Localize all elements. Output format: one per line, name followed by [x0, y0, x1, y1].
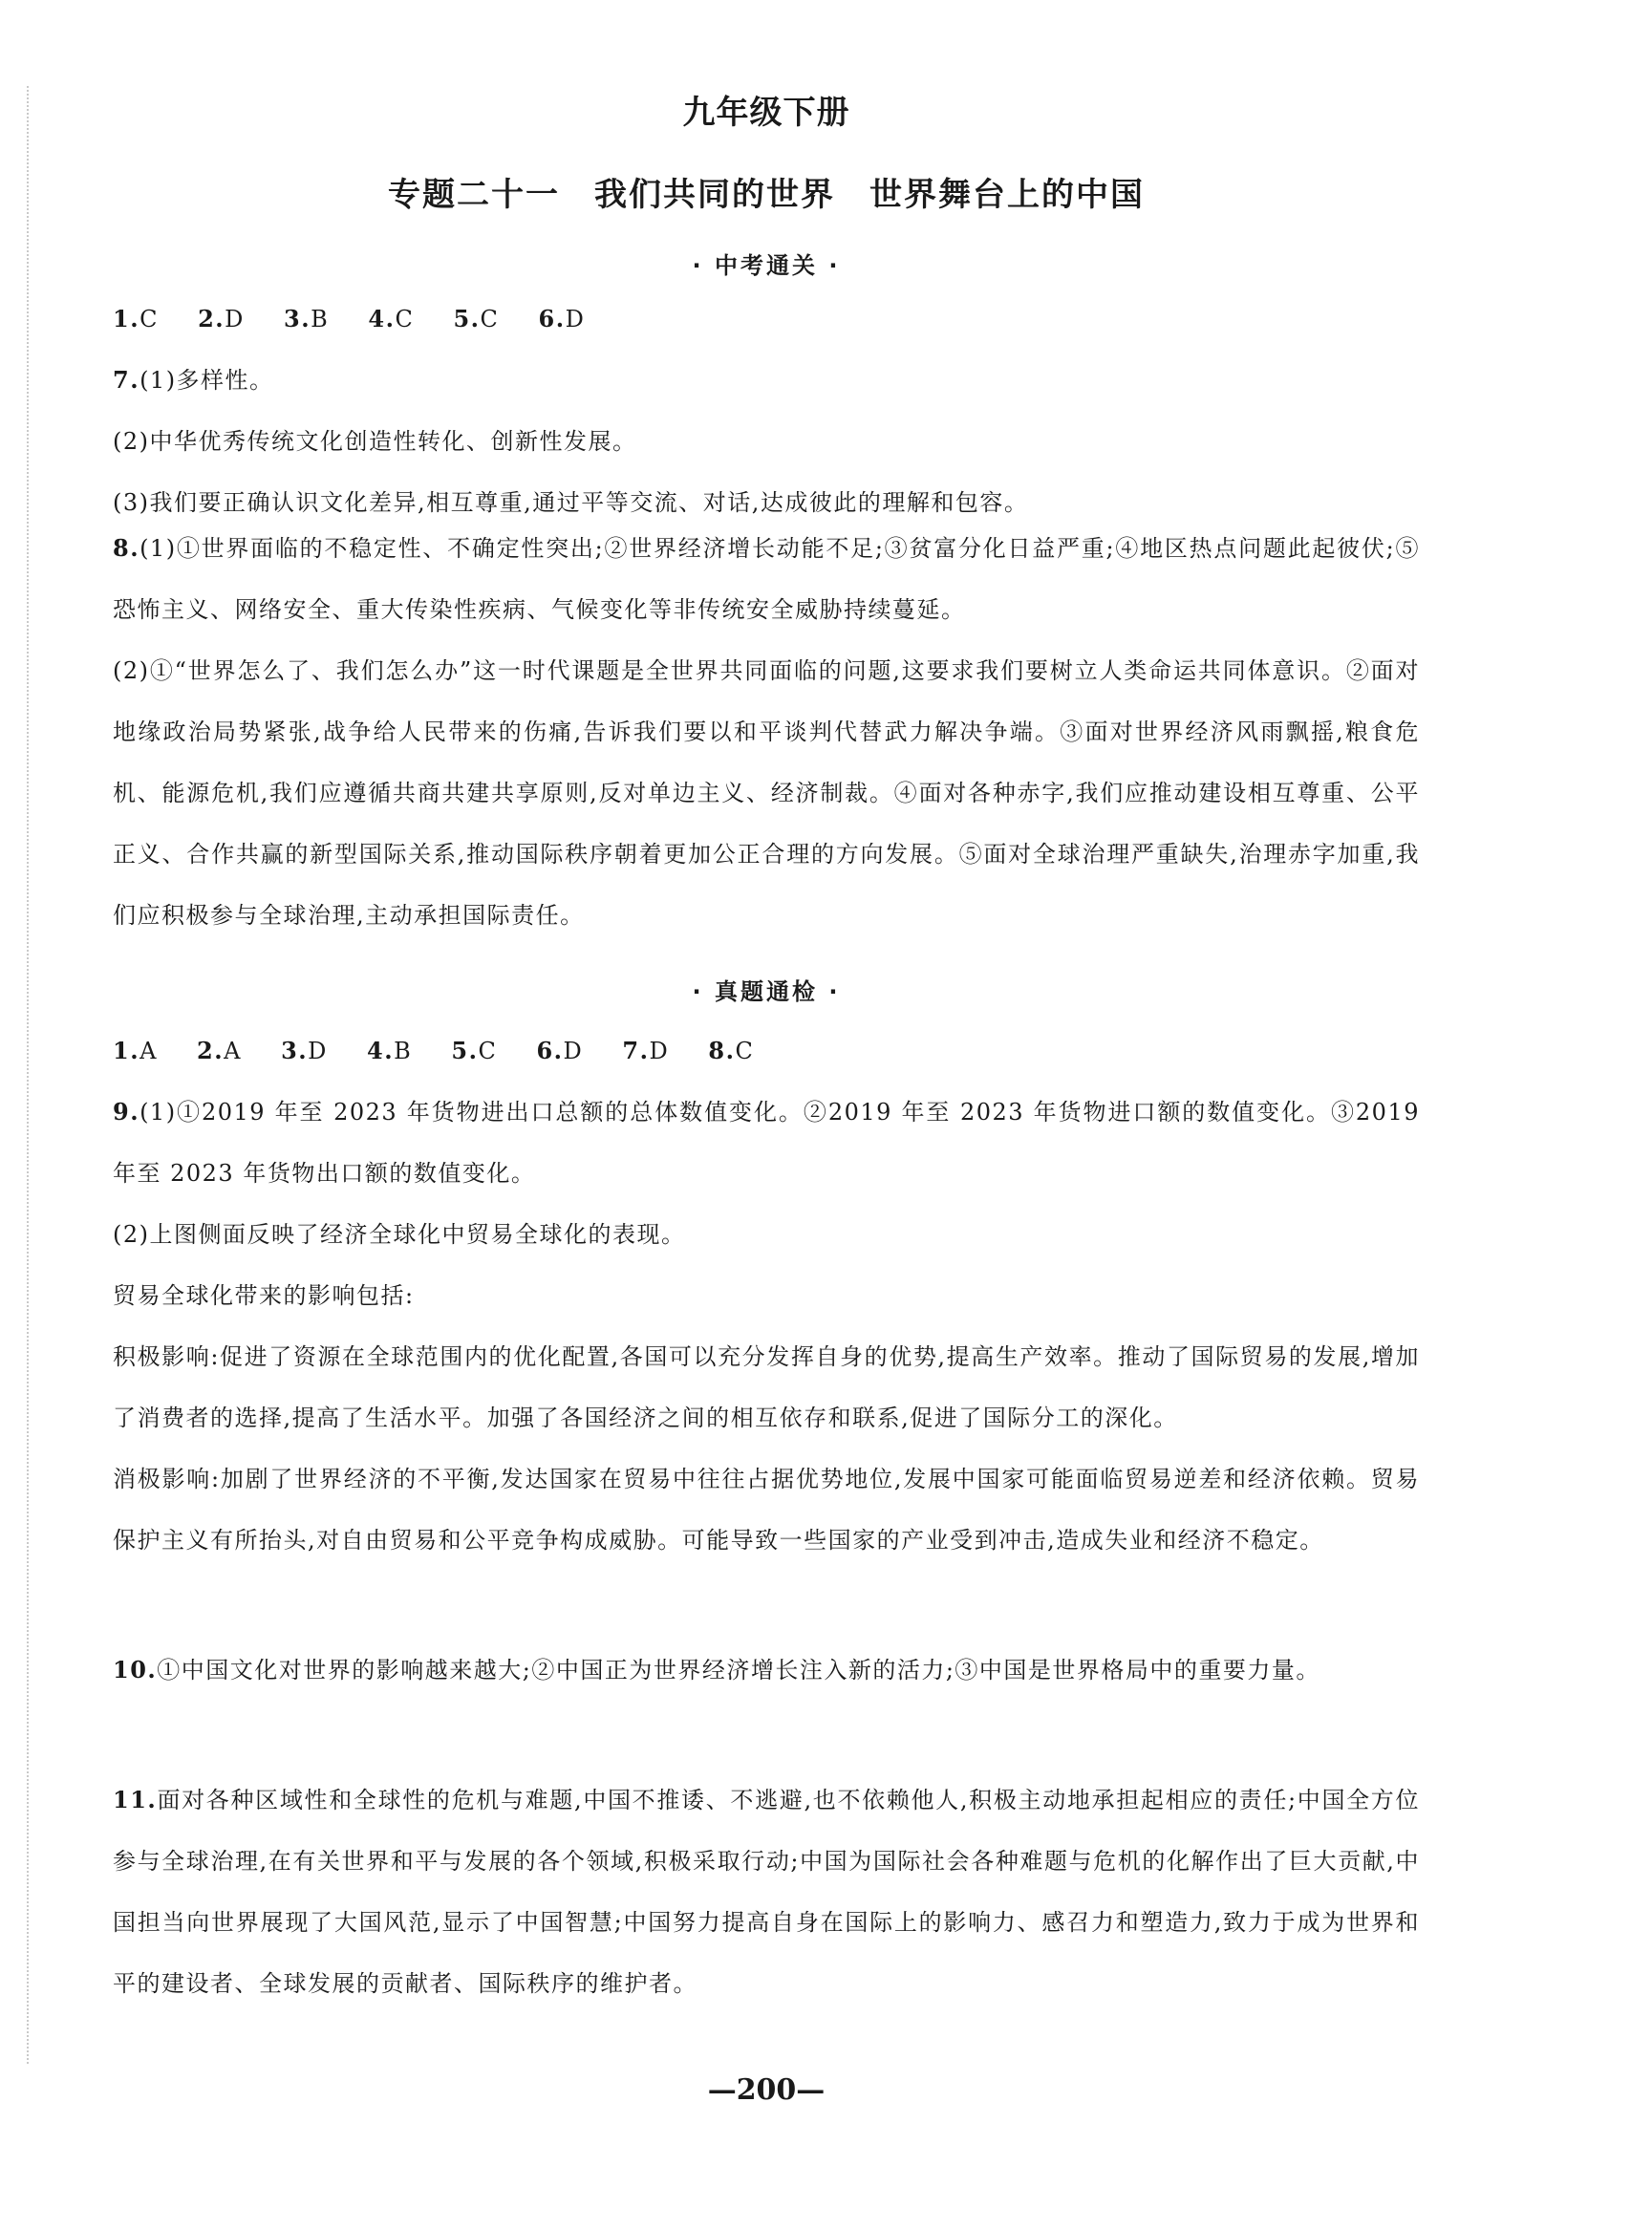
question-number: 11. [113, 1786, 158, 1813]
answer-text: (3)我们要正确认识文化差异,相互尊重,通过平等交流、对话,达成彼此的理解和包容。 [113, 489, 1029, 516]
question-number: 7. [113, 366, 140, 394]
answer-item [284, 306, 344, 333]
answer-text: 贸易全球化带来的影响包括: [113, 1282, 415, 1309]
question-number: 5. [453, 305, 481, 333]
answer-text: (2)中华优秀传统文化创造性转化、创新性发展。 [113, 428, 637, 455]
section-heading-zhongkao: · 中考通关 · [692, 252, 841, 279]
answer-letter: B [311, 306, 330, 333]
question-8 [113, 518, 1420, 946]
answer-item [113, 1038, 173, 1064]
question-number: 1. [113, 1037, 140, 1064]
answer-text: (1)多样性。 [139, 367, 274, 394]
answer-item [113, 306, 174, 333]
mc-answers-section2 [113, 1020, 1420, 1082]
question-number: 5. [451, 1037, 479, 1064]
question-number: 4. [367, 1037, 395, 1064]
answer-item [622, 1038, 684, 1064]
answer-item [453, 306, 514, 333]
answer-letter: C [480, 306, 500, 333]
answer-item [451, 1038, 512, 1064]
answer-item [368, 306, 429, 333]
answer-item [197, 1038, 257, 1064]
question-number: 9. [113, 1098, 140, 1126]
question-number: 2. [198, 305, 225, 333]
answer-item [708, 1038, 769, 1064]
page-number: —200— [707, 2073, 826, 2107]
question-11 [113, 1770, 1420, 2014]
question-number: 10. [113, 1656, 158, 1684]
binding-margin-line [27, 86, 29, 2064]
answer-text: (1)①世界面临的不稳定性、不确定性突出;②世界经济增长动能不足;③贫富分化日益严重;④地区热点问题此起彼伏;⑤恐怖主义、网络安全、重大传染性疾病、气候变化等非传统安全威胁持续蔓延。 [113, 535, 1420, 623]
answer-text: (1)①2019 年至 2023 年货物进出口总额的总体数值变化。②2019 年至 2023 年货物进口额的数值变化。③2019年至 2023 年货物出口额的数值变化。 [113, 1099, 1420, 1187]
question-7 [113, 350, 1420, 533]
topic-title: 专题二十一 我们共同的世界 世界舞台上的中国 [388, 176, 1145, 214]
answer-letter: D [649, 1038, 670, 1064]
answer-text: 积极影响:促进了资源在全球范围内的优化配置,各国可以充分发挥自身的优势,提高生产效率。推动了国际贸易的发展,增加了消费者的选择,提高了生活水平。加强了各国经济之间的相互依存和联系,促进了国际分工的深化。 [113, 1343, 1420, 1431]
question-number: 6. [536, 1037, 564, 1064]
answer-item [367, 1038, 427, 1064]
question-number: 3. [281, 1037, 309, 1064]
question-number: 6. [538, 305, 566, 333]
book-title: 九年级下册 [682, 94, 850, 132]
answer-item [281, 1038, 343, 1064]
question-number: 1. [113, 305, 140, 333]
question-number: 3. [284, 305, 311, 333]
answer-letter: C [478, 1038, 498, 1064]
question-10 [113, 1640, 1420, 1701]
answer-letter: C [139, 306, 159, 333]
answer-letter: D [563, 1038, 584, 1064]
mc-answers-section1 [113, 289, 1420, 350]
answer-text: (2)①“世界怎么了、我们怎么办”这一时代课题是全世界共同面临的问题,这要求我们要树立人类命运共同体意识。②面对地缘政治局势紧张,战争给人民带来的伤痛,告诉我们要以和平谈判代替武力解决争端。③面对世界经济风雨飘摇,粮食危机、能源危机,我们应遵循共商共建共享原则,反对单边主义、经济制裁。④面对各种赤字,我们应推动建设相互尊重、公平正义、合作共赢的新型国际关系,推动国际秩序朝着更加公正合理的方向发展。⑤面对全球治理严重缺失,治理赤字加重,我们应积极参与全球治理,主动承担国际责任。 [113, 657, 1420, 929]
answer-item [536, 1038, 598, 1064]
answer-text: 面对各种区域性和全球性的危机与难题,中国不推诿、不逃避,也不依赖他人,积极主动地承担起相应的责任;中国全方位参与全球治理,在有关世界和平与发展的各个领域,积极采取行动;中国为国际社会各种难题与危机的化解作出了巨大贡献,中国担当向世界展现了大国风范,显示了中国智慧;中国努力提高自身在国际上的影响力、感召力和塑造力,致力于成为世界和平的建设者、全球发展的贡献者、国际秩序的维护者。 [113, 1787, 1420, 1997]
answer-letter: D [565, 306, 586, 333]
answer-text: 消极影响:加剧了世界经济的不平衡,发达国家在贸易中往往占据优势地位,发展中国家可能面临贸易逆差和经济依赖。贸易保护主义有所抬头,对自由贸易和公平竞争构成威胁。可能导致一些国家的产业受到冲击,造成失业和经济不稳定。 [113, 1466, 1420, 1554]
answer-letter: A [139, 1038, 158, 1064]
answer-letter: B [394, 1038, 413, 1064]
question-number: 8. [113, 534, 140, 562]
answer-letter: C [395, 306, 415, 333]
question-number: 4. [368, 305, 396, 333]
question-number: 2. [197, 1037, 225, 1064]
answer-letter: D [308, 1038, 328, 1064]
answer-item [198, 306, 260, 333]
answer-item [539, 306, 601, 333]
answer-text: (2)上图侧面反映了经济全球化中贸易全球化的表现。 [113, 1221, 686, 1248]
question-9 [113, 1082, 1420, 1571]
answer-letter: A [224, 1038, 242, 1064]
section-heading-zhenti: · 真题通检 · [692, 978, 841, 1005]
answer-letter: C [735, 1038, 755, 1064]
answer-text: ①中国文化对世界的影响越来越大;②中国正为世界经济增长注入新的活力;③中国是世界格局中的重要力量。 [157, 1657, 1320, 1684]
question-number: 7. [622, 1037, 650, 1064]
answer-letter: D [225, 306, 245, 333]
question-number: 8. [708, 1037, 736, 1064]
